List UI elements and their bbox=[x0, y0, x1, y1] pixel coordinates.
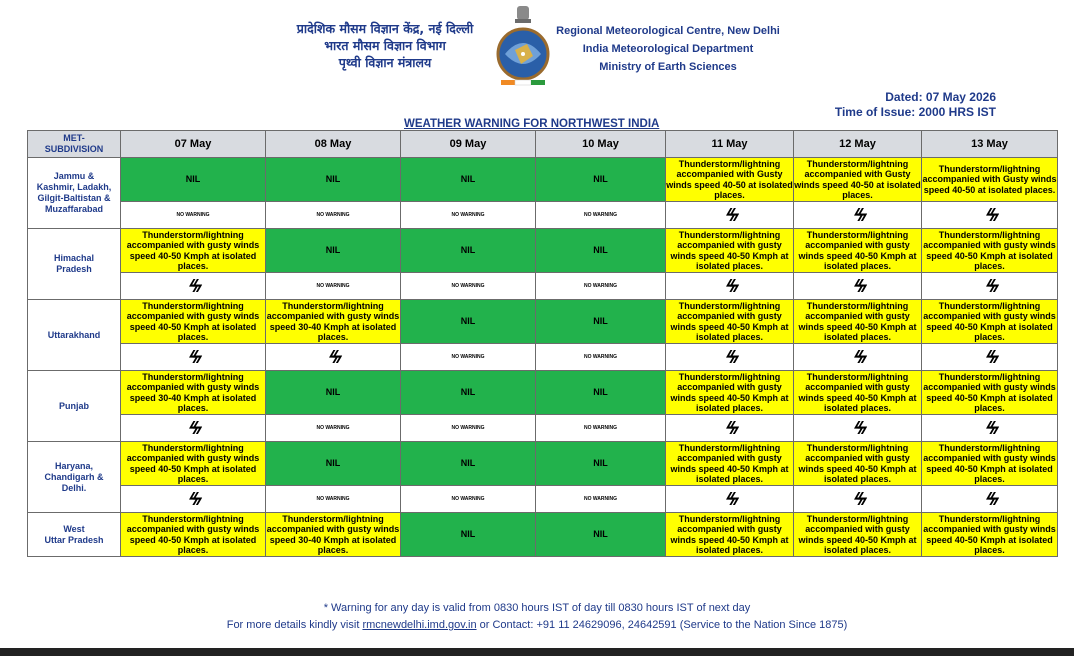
warning-cell: NIL bbox=[536, 371, 666, 415]
thunderstorm-lightning-icon: ϟϟ bbox=[723, 347, 736, 367]
subdivision-cell bbox=[28, 442, 121, 513]
subdivision-header-label: MET- SUBDIVISION bbox=[44, 133, 104, 154]
day-header: 09 May bbox=[401, 131, 536, 158]
icon-cell bbox=[794, 415, 922, 442]
icon-cell bbox=[666, 273, 794, 300]
warning-cell: NIL bbox=[266, 158, 401, 202]
table-body bbox=[28, 158, 1058, 557]
warning-cell: Thunderstorm/lightning accompanied with gusty winds speed 40-50 Kmph at isolated places. bbox=[794, 229, 922, 273]
thunderstorm-lightning-icon: ϟϟ bbox=[983, 205, 996, 225]
no-warning-cell: NO WARNING bbox=[401, 415, 536, 442]
english-line-ministry: Ministry of Earth Sciences bbox=[599, 61, 737, 73]
icon-cell bbox=[922, 486, 1058, 513]
warning-cell: Thunderstorm/lightning accompanied with Gusty winds speed 40-50 at isolated places. bbox=[794, 158, 921, 200]
thunderstorm-lightning-icon: ϟϟ bbox=[851, 205, 864, 225]
warning-cell: Thunderstorm/lightning accompanied with gusty winds speed 40-50 Kmph at isolated places. bbox=[923, 513, 1056, 555]
english-line-centre: Regional Meteorological Centre, New Delhi bbox=[556, 25, 780, 37]
no-warning-cell: NO WARNING bbox=[401, 344, 536, 371]
icon-row bbox=[28, 273, 1058, 300]
warning-cell: Thunderstorm/lightning accompanied with Gusty winds speed 40-50 at isolated places. bbox=[666, 158, 793, 200]
thunderstorm-lightning-icon: ϟϟ bbox=[187, 347, 199, 367]
icon-cell bbox=[121, 344, 266, 371]
day-header: 13 May bbox=[922, 131, 1058, 158]
warning-cell: Thunderstorm/lightning accompanied with gusty winds speed 40-50 Kmph at isolated places. bbox=[666, 442, 794, 486]
issue-time: Time of Issue: 2000 HRS IST bbox=[834, 105, 996, 119]
no-warning-cell: NO WARNING bbox=[401, 486, 536, 513]
subdivision-name: Uttarakhand bbox=[47, 329, 101, 340]
icon-row bbox=[28, 415, 1058, 442]
warning-cell: Thunderstorm/lightning accompanied with gusty winds speed 40-50 Kmph at isolated places. bbox=[666, 371, 794, 415]
subdivision-cell bbox=[28, 300, 121, 371]
thunderstorm-lightning-icon: ϟϟ bbox=[723, 418, 736, 438]
subdivision-header bbox=[28, 131, 121, 158]
warning-cell: NIL bbox=[121, 158, 266, 202]
contact-prefix: For more details kindly visit bbox=[226, 619, 363, 631]
thunderstorm-lightning-icon: ϟϟ bbox=[187, 418, 199, 438]
thunderstorm-lightning-icon: ϟϟ bbox=[187, 276, 199, 296]
warning-cell: NIL bbox=[401, 442, 536, 486]
day-header: 07 May bbox=[121, 131, 266, 158]
validity-note: * Warning for any day is valid from 0830 hours IST of day till 0830 hours IST of next day bbox=[323, 602, 751, 614]
website-link[interactable]: rmcnewdelhi.imd.gov.in bbox=[362, 619, 477, 631]
warning-cell: Thunderstorm/lightning accompanied with gusty winds speed 30-40 Kmph at isolated places. bbox=[266, 513, 400, 555]
contact-line bbox=[0, 619, 1074, 631]
icon-cell bbox=[666, 202, 794, 229]
thunderstorm-lightning-icon: ϟϟ bbox=[851, 347, 864, 367]
bottom-bar bbox=[0, 648, 1074, 656]
hindi-header bbox=[270, 20, 500, 71]
warning-cell: Thunderstorm/lightning accompanied with gusty winds speed 40-50 Kmph at isolated places. bbox=[121, 513, 266, 557]
subdivision-name: Jammu & Kashmir, Ladakh, Gilgit-Baltistan & Muzaffarabad bbox=[36, 171, 112, 214]
issue-info bbox=[835, 90, 996, 120]
thunderstorm-lightning-icon: ϟϟ bbox=[983, 347, 996, 367]
thunderstorm-lightning-icon: ϟϟ bbox=[851, 489, 864, 509]
subdivision-name: Haryana, Chandigarh & Delhi. bbox=[44, 460, 104, 493]
thunderstorm-lightning-icon: ϟϟ bbox=[723, 205, 736, 225]
warning-cell: NIL bbox=[401, 158, 536, 202]
warning-cell: NIL bbox=[266, 371, 401, 415]
warning-cell: Thunderstorm/lightning accompanied with gusty winds speed 40-50 Kmph at isolated places. bbox=[923, 229, 1056, 271]
warning-cell: Thunderstorm/lightning accompanied with gusty winds speed 40-50 Kmph at isolated places. bbox=[666, 300, 794, 344]
icon-cell bbox=[666, 344, 794, 371]
warning-cell: Thunderstorm/lightning accompanied with Gusty winds speed 40-50 at isolated places. bbox=[922, 158, 1058, 202]
hindi-line-centre: प्रादेशिक मौसम विज्ञान केंद्र, नई दिल्ली bbox=[296, 21, 474, 36]
table-row bbox=[28, 513, 1058, 557]
thunderstorm-lightning-icon: ϟϟ bbox=[983, 489, 996, 509]
warning-cell: NIL bbox=[266, 442, 401, 486]
icon-cell bbox=[794, 202, 922, 229]
hindi-line-department: भारत मौसम विज्ञान विभाग bbox=[324, 38, 446, 53]
warning-cell: Thunderstorm/lightning accompanied with gusty winds speed 40-50 Kmph at isolated places. bbox=[923, 442, 1056, 484]
warning-cell: Thunderstorm/lightning accompanied with gusty winds speed 40-50 Kmph at isolated places. bbox=[794, 442, 922, 486]
warning-cell: Thunderstorm/lightning accompanied with gusty winds speed 40-50 Kmph at isolated places. bbox=[794, 513, 922, 557]
icon-cell bbox=[794, 486, 922, 513]
thunderstorm-lightning-icon: ϟϟ bbox=[723, 276, 736, 296]
no-warning-cell: NO WARNING bbox=[266, 202, 401, 229]
icon-cell bbox=[121, 415, 266, 442]
icon-cell bbox=[794, 344, 922, 371]
warning-cell: Thunderstorm/lightning accompanied with gusty winds speed 30-40 Kmph at isolated places. bbox=[121, 371, 266, 415]
english-header bbox=[548, 22, 788, 76]
warning-cell: Thunderstorm/lightning accompanied with gusty winds speed 40-50 Kmph at isolated places. bbox=[923, 371, 1056, 413]
warning-table bbox=[27, 130, 1058, 557]
warning-cell: NIL bbox=[401, 371, 536, 415]
warning-cell: NIL bbox=[266, 229, 401, 273]
subdivision-name: Himachal Pradesh bbox=[53, 253, 95, 274]
table-row bbox=[28, 158, 1058, 202]
no-warning-cell: NO WARNING bbox=[536, 415, 666, 442]
subdivision-cell bbox=[28, 513, 121, 557]
thunderstorm-lightning-icon: ϟϟ bbox=[983, 276, 996, 296]
no-warning-cell: NO WARNING bbox=[121, 202, 266, 229]
no-warning-cell: NO WARNING bbox=[266, 486, 401, 513]
warning-cell: NIL bbox=[536, 229, 666, 273]
warning-cell: Thunderstorm/lightning accompanied with gusty winds speed 40-50 Kmph at isolated places. bbox=[794, 300, 922, 344]
day-header: 10 May bbox=[536, 131, 666, 158]
thunderstorm-lightning-icon: ϟϟ bbox=[327, 347, 339, 367]
thunderstorm-lightning-icon: ϟϟ bbox=[983, 418, 996, 438]
no-warning-cell: NO WARNING bbox=[536, 486, 666, 513]
subdivision-cell bbox=[28, 158, 121, 229]
contact-suffix: or Contact: +91 11 24629096, 24642591 (Service to the Nation Since 1875) bbox=[476, 619, 848, 631]
english-line-department: India Meteorological Department bbox=[582, 43, 754, 55]
warning-cell: Thunderstorm/lightning accompanied with gusty winds speed 30-40 Kmph at isolated places. bbox=[266, 300, 400, 342]
warning-cell: NIL bbox=[401, 513, 536, 557]
subdivision-cell bbox=[28, 229, 121, 300]
warning-cell: Thunderstorm/lightning accompanied with gusty winds speed 40-50 Kmph at isolated places. bbox=[794, 371, 922, 415]
icon-cell bbox=[266, 344, 401, 371]
warning-cell: NIL bbox=[536, 442, 666, 486]
imd-emblem-logo bbox=[493, 4, 553, 94]
thunderstorm-lightning-icon: ϟϟ bbox=[851, 418, 864, 438]
icon-cell bbox=[922, 344, 1058, 371]
table-header-row bbox=[28, 131, 1058, 158]
thunderstorm-lightning-icon: ϟϟ bbox=[723, 489, 736, 509]
no-warning-cell: NO WARNING bbox=[536, 273, 666, 300]
icon-row bbox=[28, 202, 1058, 229]
table-row bbox=[28, 300, 1058, 344]
no-warning-cell: NO WARNING bbox=[401, 202, 536, 229]
warning-cell: NIL bbox=[536, 300, 666, 344]
no-warning-cell: NO WARNING bbox=[536, 202, 666, 229]
table-row bbox=[28, 371, 1058, 415]
day-header: 11 May bbox=[666, 131, 794, 158]
table-row bbox=[28, 229, 1058, 273]
hindi-line-ministry: पृथ्वी विज्ञान मंत्रालय bbox=[338, 55, 432, 70]
warning-cell: Thunderstorm/lightning accompanied with gusty winds speed 40-50 Kmph at isolated places. bbox=[121, 442, 266, 486]
warning-cell: NIL bbox=[536, 513, 666, 557]
issue-date: Dated: 07 May 2026 bbox=[885, 90, 996, 104]
icon-cell bbox=[121, 486, 266, 513]
warning-cell: NIL bbox=[536, 158, 666, 202]
subdivision-name: Punjab bbox=[58, 400, 89, 411]
day-header: 08 May bbox=[266, 131, 401, 158]
no-warning-cell: NO WARNING bbox=[536, 344, 666, 371]
document-title: WEATHER WARNING FOR NORTHWEST INDIA bbox=[404, 118, 660, 130]
thunderstorm-lightning-icon: ϟϟ bbox=[187, 489, 199, 509]
icon-cell bbox=[666, 486, 794, 513]
no-warning-cell: NO WARNING bbox=[401, 273, 536, 300]
warning-cell: Thunderstorm/lightning accompanied with gusty winds speed 40-50 Kmph at isolated places. bbox=[666, 513, 794, 557]
warning-cell: Thunderstorm/lightning accompanied with gusty winds speed 40-50 Kmph at isolated places. bbox=[923, 300, 1056, 342]
icon-row bbox=[28, 486, 1058, 513]
subdivision-cell bbox=[28, 371, 121, 442]
warning-cell: Thunderstorm/lightning accompanied with gusty winds speed 40-50 Kmph at isolated places. bbox=[121, 300, 266, 344]
table-row bbox=[28, 442, 1058, 486]
warning-cell: NIL bbox=[401, 229, 536, 273]
icon-cell bbox=[121, 273, 266, 300]
icon-row bbox=[28, 344, 1058, 371]
subdivision-name: West Uttar Pradesh bbox=[44, 523, 104, 545]
no-warning-cell: NO WARNING bbox=[266, 415, 401, 442]
warning-cell: NIL bbox=[401, 300, 536, 344]
icon-cell bbox=[922, 415, 1058, 442]
icon-cell bbox=[666, 415, 794, 442]
icon-cell bbox=[922, 273, 1058, 300]
thunderstorm-lightning-icon: ϟϟ bbox=[851, 276, 864, 296]
warning-cell: Thunderstorm/lightning accompanied with gusty winds speed 40-50 Kmph at isolated places. bbox=[121, 229, 266, 273]
no-warning-cell: NO WARNING bbox=[266, 273, 401, 300]
icon-cell bbox=[794, 273, 922, 300]
warning-cell: Thunderstorm/lightning accompanied with gusty winds speed 40-50 Kmph at isolated places. bbox=[666, 229, 794, 273]
icon-cell bbox=[922, 202, 1058, 229]
day-header: 12 May bbox=[794, 131, 922, 158]
